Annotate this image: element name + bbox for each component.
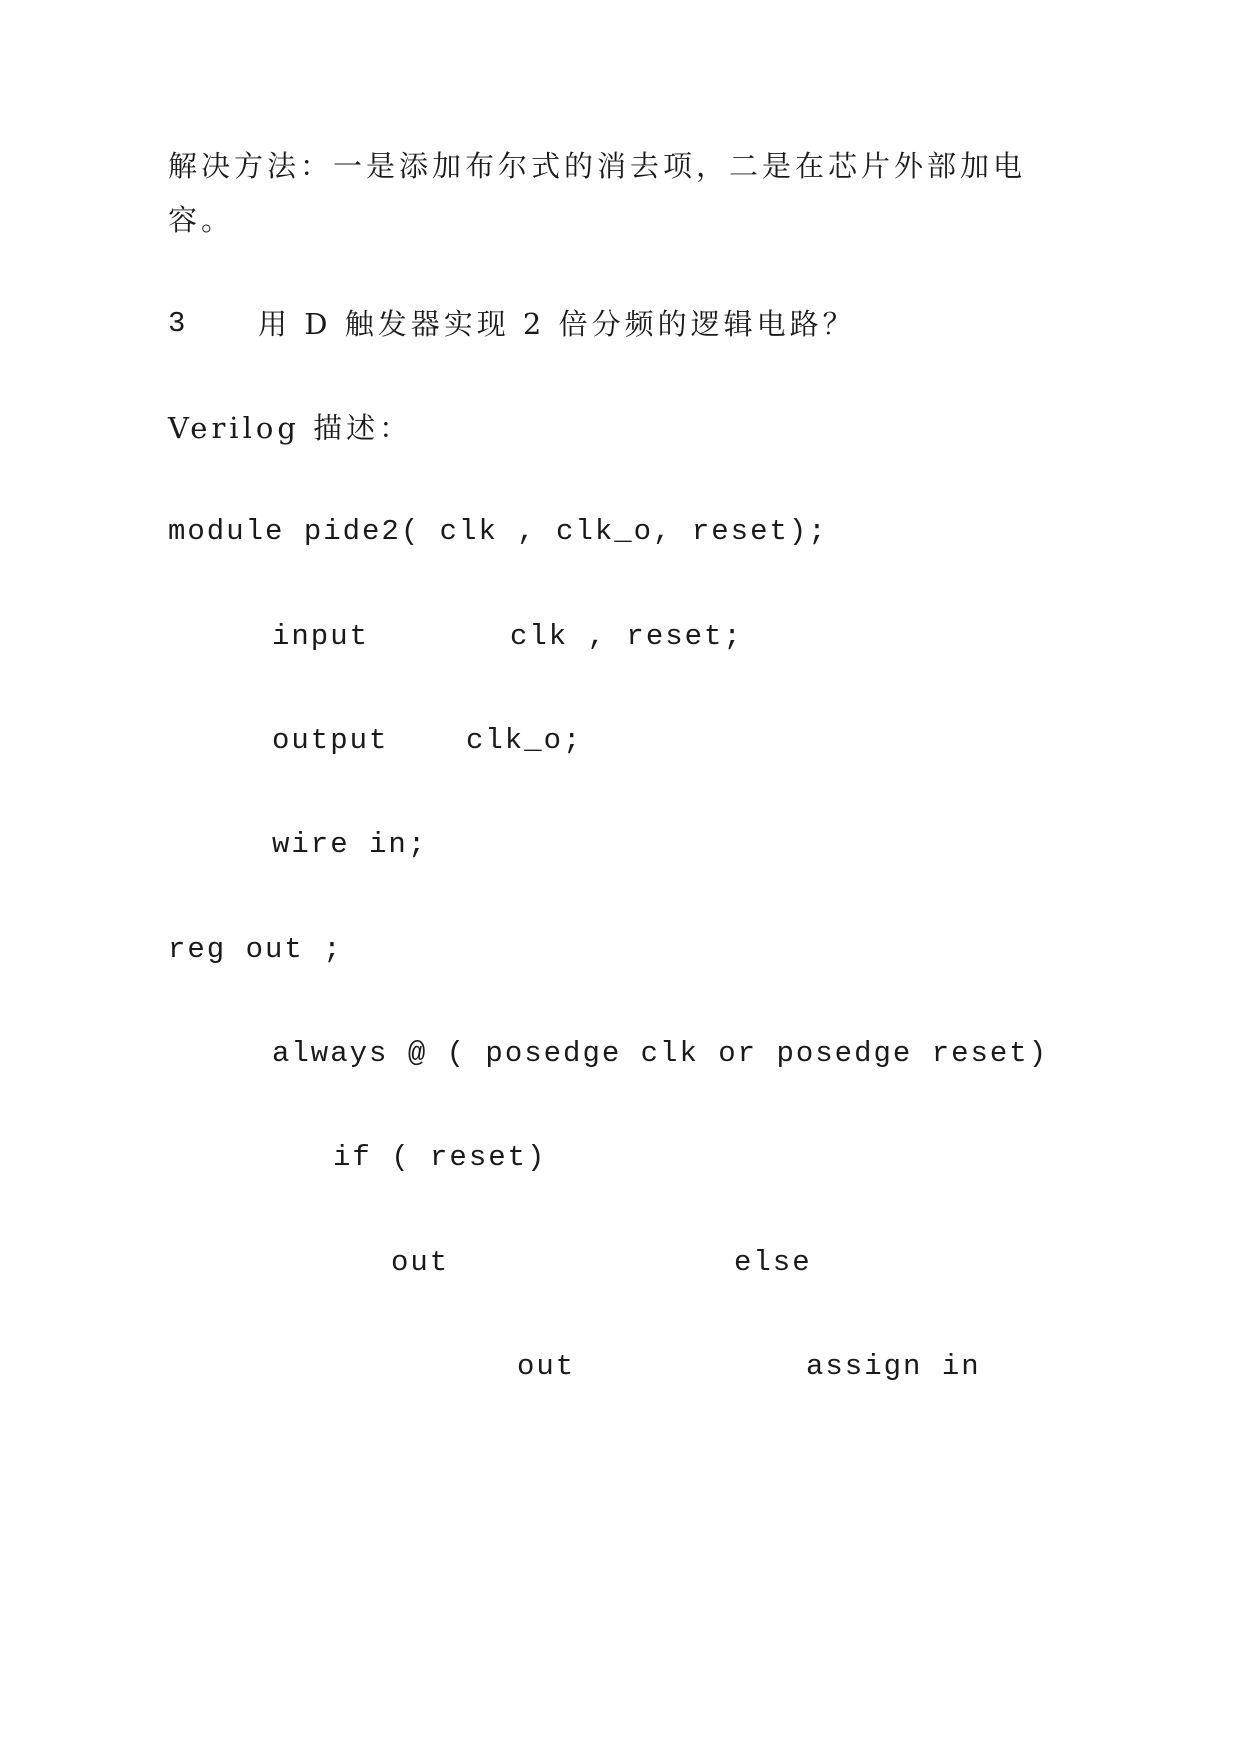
code-assign-stmt: assign in [806, 1350, 981, 1383]
code-output-keyword: output [272, 724, 389, 757]
solution-text-line-2: 容。 [168, 203, 235, 237]
code-module-decl: module pide2( clk , clk_o, reset); [168, 515, 828, 548]
code-input-args: clk , reset; [510, 620, 743, 653]
code-input-keyword: input [272, 620, 370, 653]
code-always-stmt: always @ ( posedge clk or posedge reset) [272, 1037, 1049, 1070]
code-output-args: clk_o; [466, 724, 583, 757]
code-out-2: out [517, 1350, 576, 1383]
code-else-keyword: else [734, 1246, 812, 1279]
code-out-1: out [391, 1246, 450, 1279]
code-reg-decl: reg out ; [168, 933, 343, 966]
verilog-heading: Verilog 描述： [168, 411, 413, 445]
code-wire-decl: wire in; [272, 828, 428, 861]
code-if-stmt: if ( reset) [333, 1141, 547, 1174]
solution-text-line-1: 解决方法：一是添加布尔式的消去项，二是在芯片外部加电 [168, 149, 1027, 183]
question-text: 用 D 触发器实现 2 倍分频的逻辑电路？ [258, 307, 856, 341]
question-number: 3 [168, 307, 188, 340]
